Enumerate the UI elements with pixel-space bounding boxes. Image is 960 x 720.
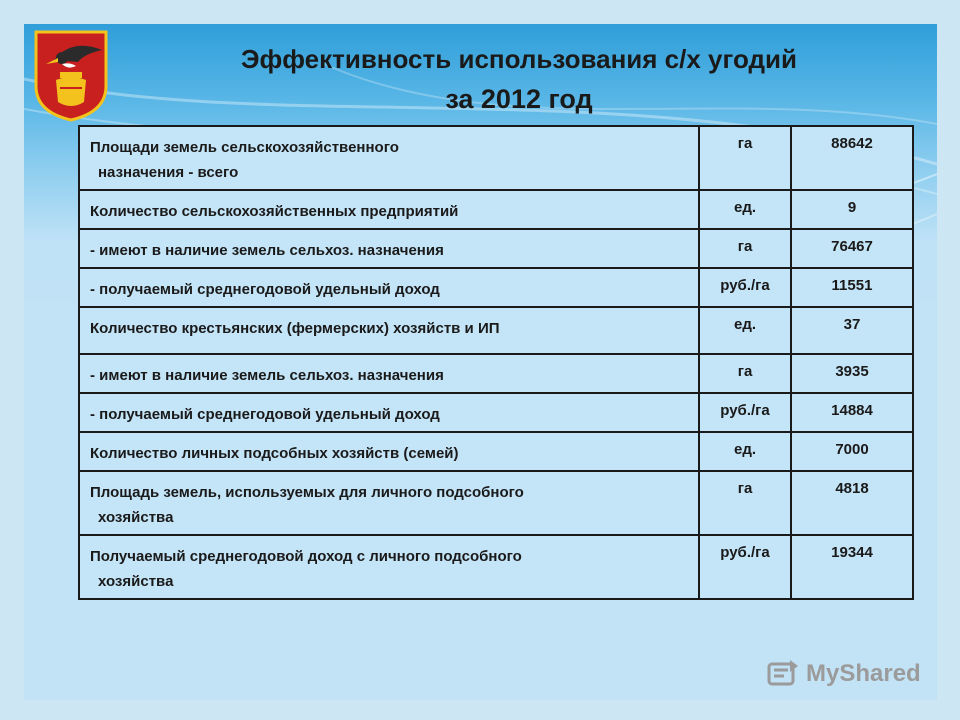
myshared-logo-icon [766,658,800,690]
row-label: Количество личных подсобных хозяйств (семей) [79,432,699,471]
slide-subtitle: за 2012 год [445,84,593,114]
table-row [79,471,913,535]
row-value: 76467 [791,229,913,268]
row-value: 11551 [791,268,913,307]
row-unit: га [699,471,791,535]
table-row [79,268,913,307]
row-label: Площадь земель, используемых для личного подсобного хозяйства [79,471,699,535]
table-row [79,307,913,354]
table-row [79,126,913,190]
row-label: Площади земель сельскохозяйственного назначения - всего [79,126,699,190]
slide [24,24,937,700]
row-value: 4818 [791,471,913,535]
row-unit: га [699,126,791,190]
row-value: 14884 [791,393,913,432]
coat-of-arms-icon [32,28,110,122]
row-label: - имеют в наличие земель сельхоз. назначения [79,229,699,268]
row-unit: руб./га [699,393,791,432]
row-unit: ед. [699,190,791,229]
row-label: - имеют в наличие земель сельхоз. назначения [79,354,699,393]
row-value: 7000 [791,432,913,471]
row-unit: руб./га [699,268,791,307]
row-label: Количество крестьянских (фермерских) хозяйств и ИП [79,307,699,354]
row-unit: га [699,354,791,393]
row-value: 3935 [791,354,913,393]
slide-title: Эффективность использования с/х угодий [240,44,798,74]
table-row [79,432,913,471]
table-row [79,354,913,393]
table-row [79,190,913,229]
row-label: Получаемый среднегодовой доход с личного подсобного хозяйства [79,535,699,599]
myshared-logo[interactable] [766,657,921,691]
table-row [79,393,913,432]
row-value: 19344 [791,535,913,599]
row-unit: ед. [699,307,791,354]
row-unit: руб./га [699,535,791,599]
efficiency-table [78,125,914,600]
row-unit: га [699,229,791,268]
table-row [79,229,913,268]
logo-text: MyShared [806,660,921,687]
table-row [79,535,913,599]
row-value: 9 [791,190,913,229]
row-value: 88642 [791,126,913,190]
row-label: - получаемый среднегодовой удельный доход [79,393,699,432]
row-unit: ед. [699,432,791,471]
row-label: Количество сельскохозяйственных предприятий [79,190,699,229]
row-value: 37 [791,307,913,354]
row-label: - получаемый среднегодовой удельный доход [79,268,699,307]
